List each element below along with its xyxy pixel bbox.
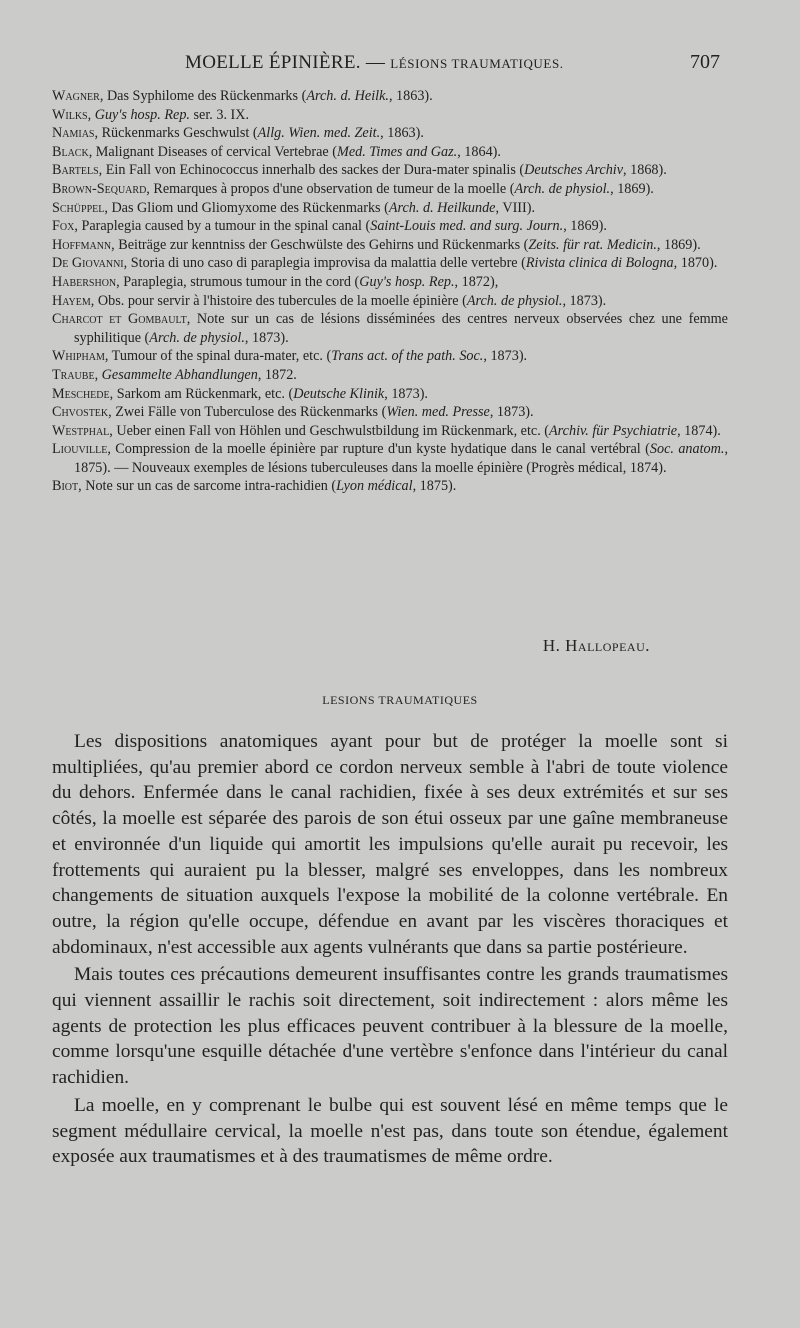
reference-author: Charcot et Gombault	[52, 311, 187, 328]
reference-text: , Obs. pour servir à l'histoire des tubercules de la moelle épinière (	[90, 292, 467, 309]
reference-author: Brown-Sequard	[52, 180, 147, 197]
header-title-main: MOELLE ÉPINIÈRE.	[185, 52, 361, 73]
reference-source: Rivista clinica di Bologna	[525, 255, 674, 272]
reference-tail: ser. 3. IX.	[189, 106, 250, 123]
author-signature: H. Hallopeau.	[542, 636, 650, 655]
reference-author: Biot	[52, 478, 79, 495]
reference-author: Fox	[52, 218, 75, 235]
reference-text: , Das Gliom und Gliomyxome des Rückenmarks (	[104, 199, 389, 216]
reference-author: Schüppel	[52, 199, 105, 216]
reference-author: Wilks	[52, 106, 88, 123]
reference-author: Wagner	[52, 88, 100, 104]
reference-author: Traube	[52, 366, 95, 383]
reference-source: Deutsches Archiv	[524, 162, 624, 179]
reference-entry	[52, 292, 728, 311]
reference-entry	[52, 440, 728, 477]
reference-tail: , 1874).	[677, 422, 721, 439]
reference-text: ,	[94, 366, 102, 383]
reference-source: Trans act. of the path. Soc.	[331, 348, 484, 365]
reference-text: , Rückenmarks Geschwulst (	[94, 125, 258, 142]
reference-tail: , 1873).	[244, 329, 289, 346]
reference-text: , Paraplegia caused by a tumour in the spinal canal (	[74, 218, 371, 235]
reference-source: Arch. de physiol.	[149, 329, 245, 346]
reference-entry	[52, 161, 728, 180]
reference-text: , Zwei Fälle von Tuberculose des Rückenmarks (	[108, 404, 387, 421]
reference-author: Black	[52, 143, 89, 160]
reference-author: Habershon	[52, 273, 117, 290]
reference-text: , Paraplegia, strumous tumour in the cord (	[116, 273, 360, 290]
reference-text: , Storia di uno caso di paraplegia improvisa da malattia delle vertebre (	[123, 255, 526, 272]
paragraph: Mais toutes ces précautions demeurent insuffisantes contre les grands traumatismes qui viennent assaillir le rachis soit directement, soit indirectement : alors même les agents de protection les plus efficaces peuvent contribuer à la blessure de la moelle, comme lorsqu'une esquille détachée d'une vertèbre s'enfonce dans l'intérieur du canal rachidien.	[52, 964, 728, 1089]
reference-entry	[52, 366, 728, 385]
reference-author: Meschede	[52, 385, 110, 402]
reference-tail: , 1868).	[623, 162, 667, 179]
reference-entry	[52, 217, 728, 236]
reference-source: Zeits. für rat. Medicin.	[528, 236, 657, 253]
reference-source: Arch. d. Heilk.	[306, 88, 389, 104]
reference-text: , Sarkom am Rückenmark, etc. (	[109, 385, 294, 402]
reference-tail: , 1869).	[563, 218, 607, 235]
reference-author: Hayem	[52, 292, 91, 309]
reference-entry	[52, 106, 728, 125]
paragraph: Les dispositions anatomiques ayant pour but de protéger la moelle sont si multipliées, qu'au premier abord ce cordon nerveux semble à l'abri de toute violence du dehors. Enfermée dans le canal rachidien, fixée à ses deux extrémités et sur ses côtés, la moelle est séparée des parois de son étui osseux par une gaîne membraneuse et environnée d'un liquide qui amortit les impulsions qu'elle aurait pu recevoir, les frottements qui auraient pu la blesser, malgré ses enveloppes, dans les nombreux changements de situation auxquels l'expose la mobilité de la colonne vertébrale. En outre, la région qu'elle occupe, défendue en avant par les viscères thoraciques et abdominaux, n'est accessible aux agents vulnérants que dans sa partie postérieure.	[52, 731, 728, 958]
reference-tail: , 1870).	[673, 255, 718, 272]
reference-tail: , 1875). — Nouveaux exemples de lésions tuberculeuses dans la moelle épinière (Progrès médical, 1874).	[74, 441, 728, 476]
reference-tail: , 1864).	[457, 143, 501, 160]
reference-entry	[52, 403, 728, 422]
reference-source: Med. Times and Gaz.	[337, 143, 458, 160]
reference-author: Whipham	[52, 348, 105, 365]
reference-source: Soc. anatom.	[649, 441, 725, 458]
reference-source: Arch. d. Heilkunde	[388, 199, 496, 216]
reference-entry	[52, 310, 728, 347]
header-title	[185, 52, 564, 74]
reference-source: Gesammelte Abhandlungen	[101, 366, 258, 383]
reference-source: Arch. de physiol.	[514, 180, 611, 197]
body-text	[52, 729, 728, 1172]
reference-tail: , 1873).	[489, 404, 534, 421]
reference-text: , Beiträge zur kenntniss der Geschwülste des Gehirns und Rückenmarks (	[111, 236, 529, 253]
reference-entry	[52, 385, 728, 404]
reference-entry	[52, 180, 728, 199]
bibliography-list	[52, 87, 728, 496]
reference-tail: , 1873).	[562, 292, 607, 309]
reference-tail: , 1875).	[412, 478, 457, 495]
reference-source: Allg. Wien. med. Zeit.	[257, 125, 381, 142]
reference-author: De Giovanni	[52, 255, 124, 272]
reference-author: Bartels	[52, 162, 99, 179]
reference-author: Westphal	[52, 422, 110, 439]
reference-text: , Ueber einen Fall von Höhlen und Geschwulstbildung im Rückenmark, etc. (	[109, 422, 550, 439]
reference-source: Deutsche Klinik	[293, 385, 385, 402]
reference-tail: , 1863).	[388, 88, 433, 104]
reference-entry	[52, 347, 728, 366]
reference-text: , Note sur un cas de sarcome intra-rachidien (	[78, 478, 337, 495]
reference-source: Wien. med. Presse	[386, 404, 490, 421]
reference-tail: , 1869).	[610, 180, 654, 197]
reference-source: Guy's hosp. Rep.	[94, 106, 190, 123]
reference-text: , Note sur un cas de lésions disséminées des centres nerveux observées chez une femme syphilitique (	[74, 311, 728, 346]
reference-entry	[52, 87, 728, 106]
reference-author: Namias	[52, 125, 95, 142]
reference-tail: , 1863).	[380, 125, 424, 142]
section-title: LESIONS TRAUMATIQUES	[322, 693, 478, 707]
reference-tail: , 1873).	[483, 348, 528, 365]
paragraph: La moelle, en y comprenant le bulbe qui est souvent lésé en même temps que le segment médullaire cervical, la moelle n'est pas, dans toute son étendue, également exposée aux traumatismes et à des traumatismes de même ordre.	[52, 1094, 728, 1168]
reference-source: Lyon médical	[336, 478, 413, 495]
reference-text: ,	[87, 106, 95, 123]
reference-entry	[52, 143, 728, 162]
reference-entry	[52, 236, 728, 255]
reference-author: Liouville	[52, 441, 108, 458]
reference-entry	[52, 254, 728, 273]
reference-source: Arch. de physiol.	[466, 292, 563, 309]
reference-tail: , 1869).	[656, 236, 701, 253]
header-title-section: LÉSIONS TRAUMATIQUES.	[390, 56, 564, 71]
reference-entry	[52, 477, 728, 496]
reference-tail: , 1872.	[257, 366, 297, 383]
reference-text: , Malignant Diseases of cervical Vertebrae (	[88, 143, 337, 160]
reference-text: , Das Syphilome des Rückenmarks (	[99, 88, 307, 104]
reference-tail: , 1873).	[384, 385, 428, 402]
reference-text: , Remarques à propos d'une observation de tumeur de la moelle (	[146, 180, 515, 197]
page-number: 707	[690, 51, 720, 73]
reference-text: , Compression de la moelle épinière par rupture d'un kyste hydatique dans le canal vertébral (	[107, 441, 650, 458]
reference-source: Archiv. für Psychiatrie	[549, 422, 678, 439]
reference-text: , Ein Fall von Echinococcus innerhalb des sackes der Dura-mater spinalis (	[98, 162, 525, 179]
reference-entry	[52, 273, 728, 292]
reference-entry	[52, 422, 728, 441]
header-title-dash: —	[365, 52, 386, 73]
reference-source: Guy's hosp. Rep.	[359, 273, 455, 290]
reference-source: Saint-Louis med. and surg. Journ.	[370, 218, 564, 235]
reference-author: Chvostek	[52, 404, 109, 421]
running-header	[50, 52, 740, 80]
reference-entry	[52, 199, 728, 218]
reference-entry	[52, 124, 728, 143]
reference-tail: , 1872),	[454, 273, 499, 290]
reference-author: Hoffmann	[52, 236, 112, 253]
reference-text: , Tumour of the spinal dura-mater, etc. (	[104, 348, 332, 365]
reference-tail: , VIII).	[495, 199, 536, 216]
